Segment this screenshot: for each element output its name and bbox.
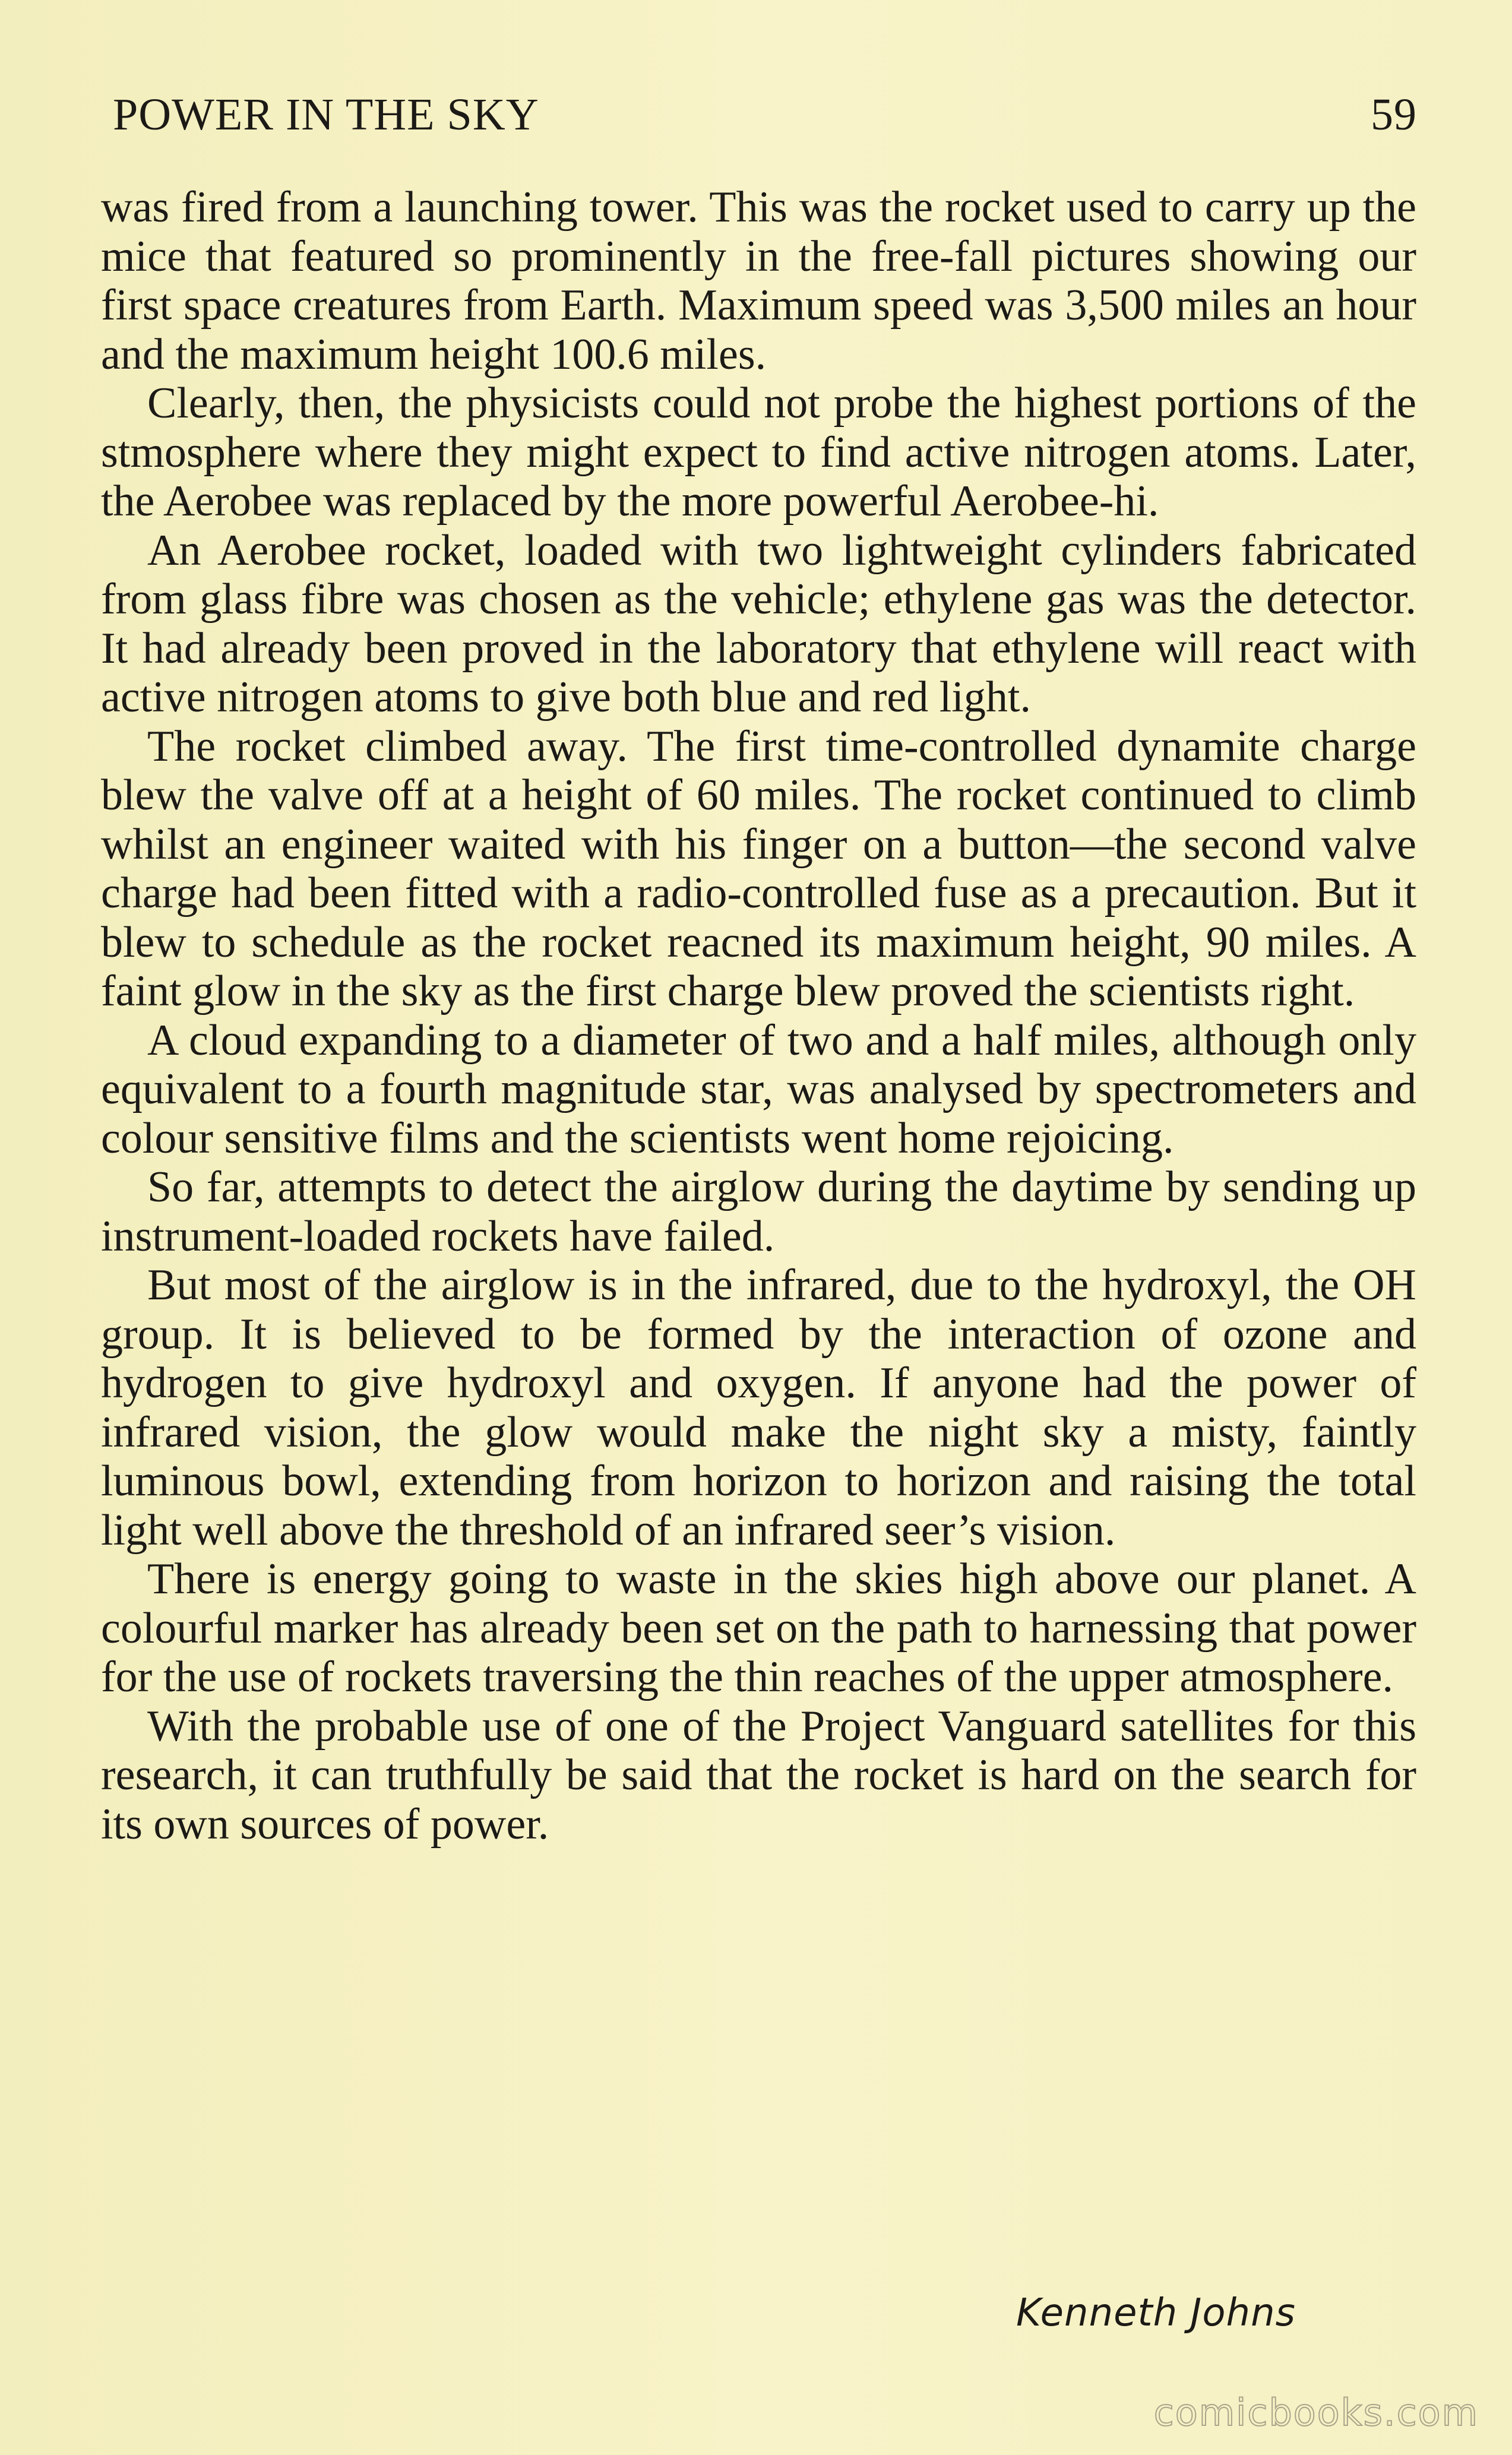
paragraph: So far, attempts to detect the airglow during the daytime by sending up instrument-loaded rockets have failed. [101, 1163, 1416, 1261]
author-byline: Kenneth Johns [1016, 2291, 1296, 2335]
paragraph: There is energy going to waste in the skies high above our planet. A colourful marker has already been set on the path to harnessing that power for the use of rockets traversing the thin reaches of the upper atmosphere. [101, 1555, 1416, 1701]
paragraph: But most of the airglow is in the infrared, due to the hydroxyl, the OH group. It is believed to be formed by the interaction of ozone and hydrogen to give hydroxyl and oxygen. If anyone had the power of infrared vision, the glow would make the night sky a misty, faintly luminous bowl, extending from horizon to horizon and raising the total light well above the threshold of an infrared seer’s vision. [101, 1261, 1416, 1555]
page-number: 59 [1371, 90, 1417, 140]
paragraph: A cloud expanding to a diameter of two and a half miles, although only equivalent to a fourth magnitude star, was analysed by spectrometers and colour sensitive films and the scientists went home rejoicing. [101, 1015, 1416, 1163]
paragraph-continued: was fired from a launching tower. This was the rocket used to carry up the mice that featured so prominently in the free-fall pictures showing our first space creatures from Earth. Maximum speed was 3,500 miles an hour and the maximum height 100.6 miles. [101, 183, 1416, 379]
paragraph: The rocket climbed away. The first time-controlled dynamite charge blew the valve off at a height of 60 miles. The rocket continued to climb whilst an engineer waited with his finger on a button—the second valve charge had been fitted with a radio-controlled fuse as a precaution. But it blew to schedule as the rocket reacned its maximum height, 90 miles. A faint glow in the sky as the first charge blew proved the scientists right. [101, 722, 1416, 1015]
paragraph: An Aerobee rocket, loaded with two lightweight cylinders fabricated from glass fibre was chosen as the vehicle; ethylene gas was the detector. It had already been proved in the laboratory that ethylene will react with active nitrogen atoms to give both blue and red light. [101, 526, 1416, 722]
paragraph: Clearly, then, the physicists could not probe the highest portions of the stmosphere where they might expect to find active nitrogen atoms. Later, the Aerobee was replaced by the more powerful Aerobee-hi. [101, 379, 1416, 526]
running-head [113, 89, 1417, 148]
paragraph: With the probable use of one of the Project Vanguard satellites for this research, it can truthfully be said that the rocket is hard on the search for its own sources of power. [101, 1701, 1416, 1849]
article-body [101, 183, 1416, 1849]
site-watermark: comicbooks.com [1153, 2391, 1479, 2434]
running-title: POWER IN THE SKY [113, 90, 539, 140]
